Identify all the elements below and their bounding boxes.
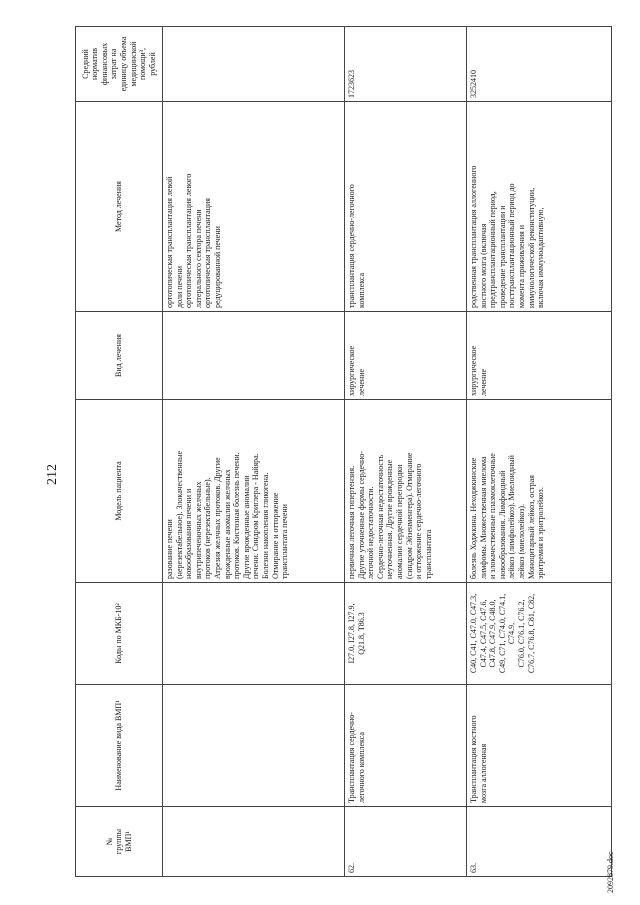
cell-norm: 1723623 [345,27,467,102]
cell-type [163,685,345,807]
cell-kind: хирургическое лечение [345,312,467,400]
cell-type: Трансплантация сердечно- легочного комплекса [345,685,467,807]
cell-kind [163,312,345,400]
cell-codes [163,583,345,685]
cell-group: 63. [467,807,612,877]
vmp-table [75,26,612,877]
header-group-number: № группы ВМП¹ [76,807,163,877]
cell-kind: хирургическое лечение [467,312,612,400]
cell-method: трансплантация сердечно-легочного комплекса [345,102,467,312]
header-treatment-method: Метод лечения [76,102,163,312]
table-row [345,27,467,877]
cell-codes: C40, C41, C47.0, C47.3, C47.4, C47.5, C47.6, C47.8, C47.9, C48.0, C49, C71, C74.0, C74.1, C74.9, C76.0, C76.1, C76.2, C76.7, C76.8, C81, C82, [467,583,612,685]
table-row [163,27,345,877]
cell-norm [163,27,345,102]
cell-group: 62. [345,807,467,877]
cell-norm: 3252410 [467,27,612,102]
header-patient-model: Модель пациента [76,400,163,583]
cell-type: Трансплантация костного мозга аллогенная [467,685,612,807]
header-icd-codes: Коды по МКБ-10² [76,583,163,685]
cell-method: ортотопическая трансплантация левой доли печени ортотопическая трансплантация левого латерального сектора печени ортотопическая трансплантация редуцированной печени [163,102,345,312]
page-number: 212 [45,464,60,485]
cell-codes: I27.0, I27.8, I27.9, Q21.8, T86.3 [345,583,467,685]
cell-model: первичная легочная гипертензия. Другие уточненные формы сердечно- легочной недостаточности. Сердечно-легочная недостаточность неуточненная. Другие врожденные аномалии сердечной перегородки (синдром Эйзенменгера). Отмирание и отторжение сердечно-легочного трансплантата [345,400,467,583]
table-header-row [76,27,163,877]
cell-model: болезнь Ходжкина. Неходжкинские лимфомы. Множественная миелома и злокачественные плазмоклеточные новообразования. Лимфоидный лейкоз (лимфолейкоз). Миелоидный лейкоз (миелолейкоз). Моноцитарный лейкоз, острая эритремия и эритролейкоз. [467,400,612,583]
header-cost-norm: Средний норматив финансовых затрат на единицу объема медицинской помощи³, рублей [76,27,163,102]
cell-method: родственная трансплантация аллогенного костного мозга (включая предтрансплантационный период, проведение трансплантации и посттрансплантационный период до момента приживления и иммунологической реконституции, включая иммуноадаптивную, [467,102,612,312]
header-treatment-kind: Вид лечения [76,312,163,400]
cell-model: разование печени (нерезектабельное). Злокачественные новообразования печени и внутрипеченочных желчных протоков (нерезектабельные). Атрезия желчных протоков. Другие врожденные аномалии желчных протоков. Кистозная болезнь печени. Другие врожденные аномалии печени. Синдром Криглера - Найяра. Болезни накопления гликогена. Отмирание и отторжение трансплантата печени [163,400,345,583]
cell-group [163,807,345,877]
document-filename: 2092879.doc [606,851,615,893]
table-row [467,27,612,877]
header-vmp-type: Наименование вида ВМП¹ [76,685,163,807]
